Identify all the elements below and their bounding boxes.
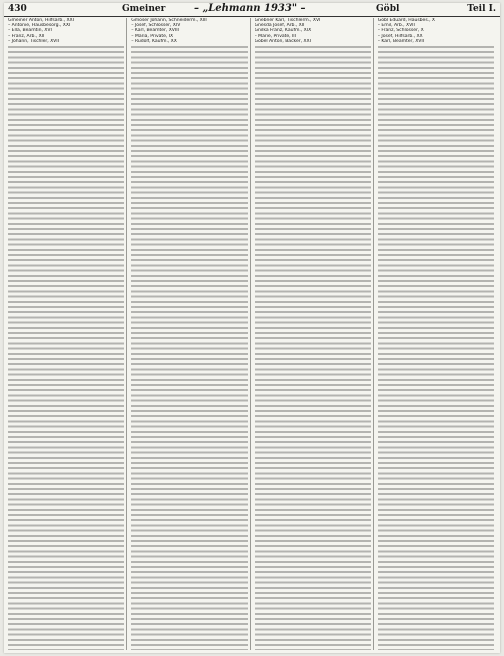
directory-entry: – Josef, Hilfsarb., XX [377, 33, 423, 39]
directory-column-3 [255, 18, 374, 650]
header-right-word: Göbl [376, 4, 400, 14]
directory-entry: Gnesda Josef, Arb., XII [254, 23, 305, 29]
directory-column-2 [131, 18, 250, 650]
illegible-entries-block [131, 46, 247, 650]
header-title: – „Lehmann 1933" – [194, 3, 306, 14]
directory-entry: – Franz, Schlosser, X [377, 28, 424, 34]
directory-entry: – Johann, Tischler, XVII [8, 38, 59, 44]
directory-entry: Göbel Anton, Bäcker, XXI [254, 38, 311, 44]
directory-entry: – Karl, Beamter, XVIII [131, 28, 179, 34]
illegible-entries-block [255, 46, 371, 650]
directory-entry: – Marie, Private, III [254, 33, 296, 39]
directory-entry: – Maria, Private, IX [131, 33, 174, 39]
illegible-entries-block [378, 46, 494, 650]
page-number: 430 [8, 4, 27, 14]
directory-entry: – Rudolf, Kaufm., XX [131, 38, 177, 44]
directory-entry: Göbl Eduard, Hausbes., X [377, 18, 435, 23]
illegible-entries-block [8, 46, 124, 650]
directory-entry: – Josef, Schlosser, XIV [131, 23, 181, 29]
directory-entry: Gnilka Franz, Kaufm., XIX [254, 28, 312, 34]
entries-column-4 [378, 18, 494, 44]
page-header [4, 3, 500, 17]
entries-column-3 [255, 18, 371, 44]
directory-column-1 [8, 18, 127, 650]
directory-entry: – Ella, Beamtin, XVI [8, 28, 52, 34]
header-part-label: Teil I. [467, 4, 496, 14]
entries-column-2 [131, 18, 247, 44]
directory-entry: – Emil, Arb., XVII [377, 23, 415, 29]
header-left-word: Gmeiner [122, 4, 166, 14]
directory-entry: Gmoser Johann, Schneiderm., XIII [131, 18, 207, 23]
directory-entry: Gnebner Karl, Tischlerm., XVI [254, 18, 321, 23]
directory-entry: – Karl, Beamter, XVII [377, 38, 424, 44]
directory-page [4, 3, 500, 653]
directory-columns [8, 18, 496, 650]
directory-entry: – Antonie, Hausbesorg., XXI [8, 23, 71, 29]
directory-entry: – Franz, Arb., XII [8, 33, 45, 39]
entries-column-1 [8, 18, 124, 44]
directory-entry: Gmeiner Anton, Hilfsarb., XXI [8, 18, 74, 23]
directory-column-4 [378, 18, 496, 650]
